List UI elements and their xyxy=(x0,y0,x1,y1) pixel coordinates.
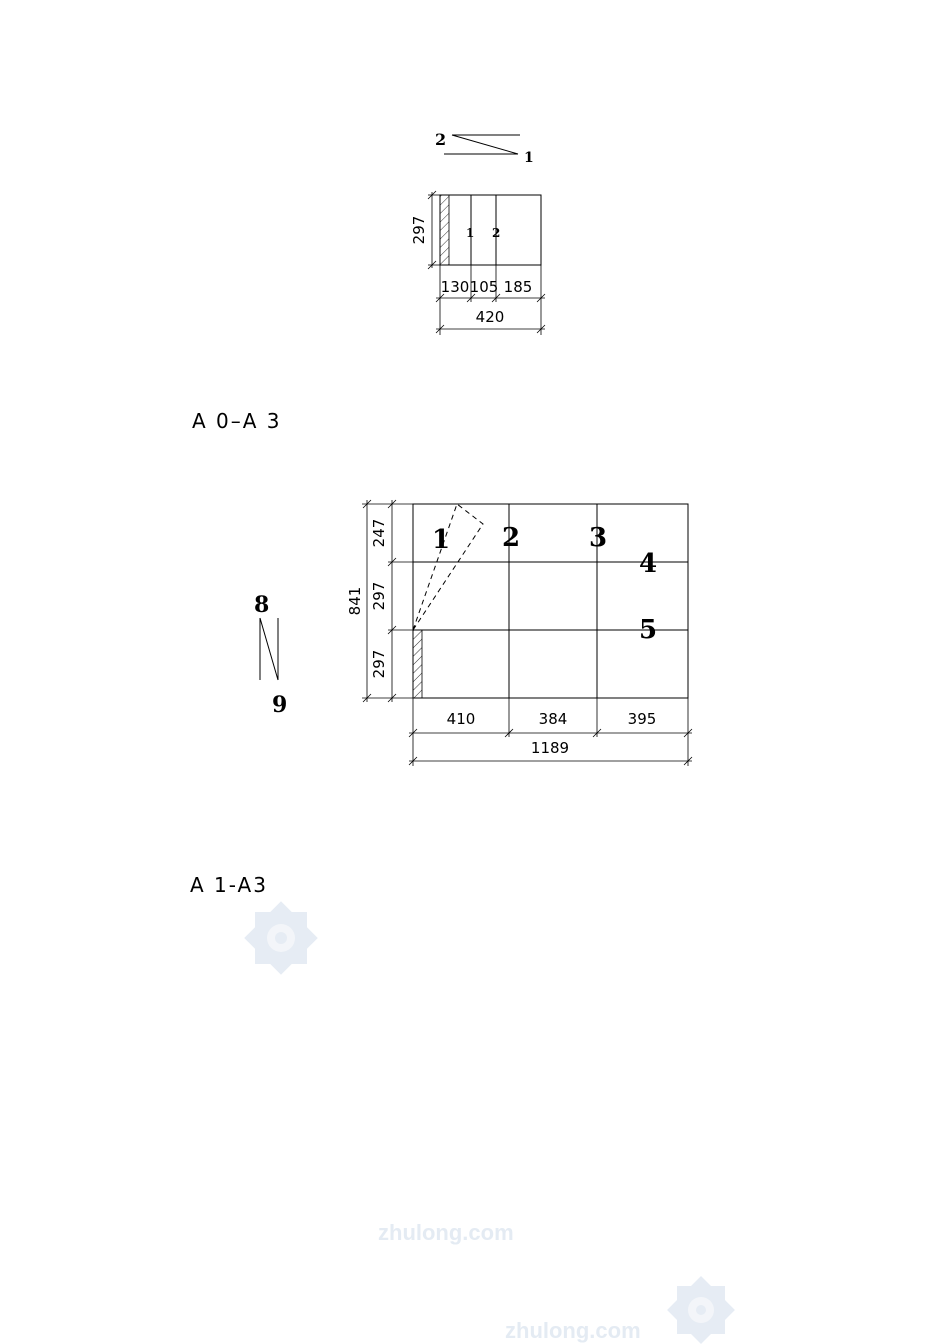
fold-label-2: 2 xyxy=(435,130,447,149)
total-height-dim-841: 841 xyxy=(346,586,364,616)
height-dimension xyxy=(410,191,440,269)
segment-dim-410: 410 xyxy=(446,710,476,728)
a3-sheet xyxy=(440,195,541,265)
panel-label-1: 1 xyxy=(432,525,451,555)
fold-guide-dashed xyxy=(413,504,483,630)
height-dim-297-b: 297 xyxy=(370,649,388,679)
segment-dim-395: 395 xyxy=(627,710,657,728)
watermark-text-2: zhulong.com xyxy=(505,1318,641,1343)
fold-label-9: 9 xyxy=(272,692,288,718)
segment-dim-384: 384 xyxy=(538,710,568,728)
segment-dim-105: 105 xyxy=(469,278,499,296)
panel-label-5: 5 xyxy=(639,615,658,645)
fold-label-1: 1 xyxy=(524,150,534,166)
watermark-logo-top xyxy=(244,901,318,975)
panel-label-3: 3 xyxy=(589,523,608,553)
panel-label-2: 2 xyxy=(502,523,521,553)
height-dim-247: 247 xyxy=(370,518,388,548)
caption-a0-a3: A 0–A 3 xyxy=(192,409,282,433)
binding-margin xyxy=(440,195,449,265)
watermark-text-1: zhulong.com xyxy=(378,1220,514,1245)
watermark-logo-bottom xyxy=(667,1276,735,1344)
width-dimensions xyxy=(436,265,545,335)
height-dim-297-a: 297 xyxy=(370,581,388,611)
segment-dim-185: 185 xyxy=(503,278,533,296)
segment-dim-130: 130 xyxy=(440,278,470,296)
panel-label-1: 1 xyxy=(466,226,475,240)
fold-order-symbol xyxy=(435,130,534,166)
panel-label-2: 2 xyxy=(492,226,501,240)
fold-diagram-a3 xyxy=(410,130,545,335)
width-dimensions-a0 xyxy=(409,698,692,766)
fold-diagram-a0 xyxy=(254,500,692,766)
height-dim-297: 297 xyxy=(410,215,428,245)
caption-a1-a3: A 1-A3 xyxy=(190,873,268,897)
total-dim-1189: 1189 xyxy=(530,739,570,757)
a0-sheet xyxy=(413,504,688,698)
fold-label-8: 8 xyxy=(254,592,270,618)
panel-label-4: 4 xyxy=(639,549,658,579)
total-dim-420: 420 xyxy=(475,308,505,326)
fold-order-symbol-vertical xyxy=(254,592,287,718)
height-dimensions xyxy=(346,500,413,702)
binding-margin-a0 xyxy=(413,630,422,698)
